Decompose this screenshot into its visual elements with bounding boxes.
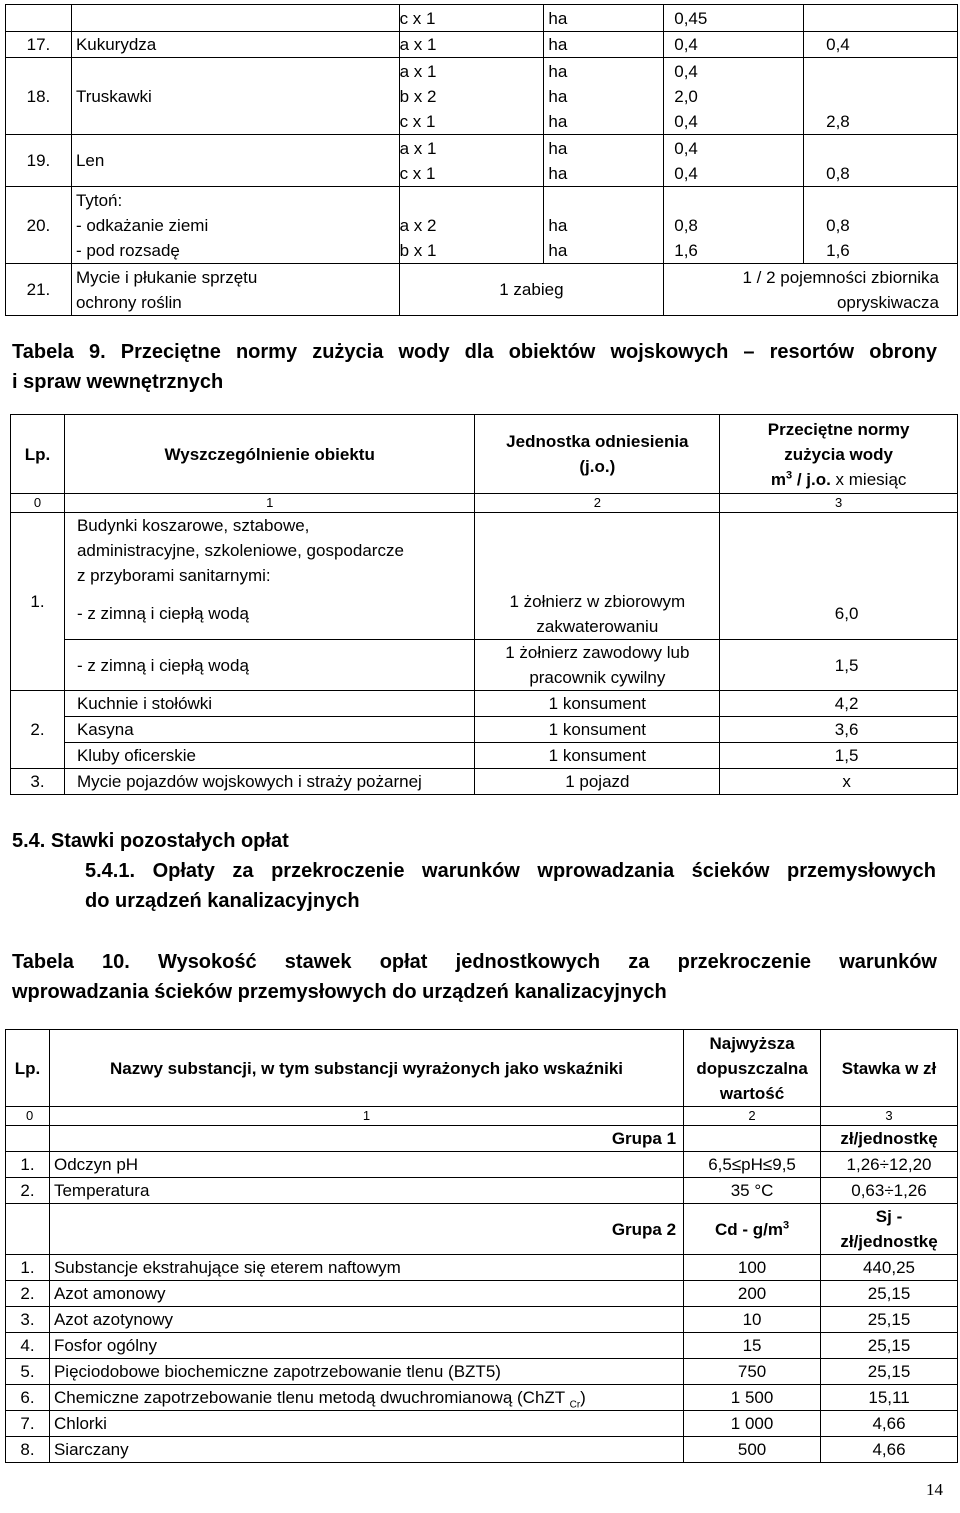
header-norm-line: $m^3 / j.o$. x miesiąc (770, 468, 907, 489)
table-row (6, 264, 958, 316)
value-line: 0,4 (674, 138, 698, 158)
name-cell: Azot amonowy (49, 1281, 683, 1307)
header-row (6, 1030, 958, 1107)
unit-line: zakwaterowaniu (536, 616, 659, 636)
lp-cell: 2. (11, 691, 65, 769)
table-row (6, 1359, 958, 1385)
header-rate: Stawka w zł (821, 1030, 958, 1107)
max-cell: 1 500 (684, 1385, 821, 1411)
max-cell: 100 (684, 1255, 821, 1281)
table-row (6, 58, 958, 135)
unit-label-line: ha (548, 86, 568, 106)
table-row (11, 717, 958, 743)
group-row (6, 1204, 958, 1255)
table-row (6, 32, 958, 58)
table-row (6, 1411, 958, 1437)
rate-cell: 25,15 (821, 1333, 958, 1359)
name-cell: Chemiczne zapotrzebowanie tlenu metodą dwuchromianową (ChZT $_{Cr}$) (49, 1385, 683, 1411)
name-line: - pod rozsadę (75, 240, 180, 260)
col-number: 3 (821, 1107, 958, 1126)
lp-cell: 19. (6, 135, 72, 187)
max-cell: 200 (684, 1281, 821, 1307)
header-name: Nazwy substancji, w tym substancji wyrażonych jako wskaźniki (49, 1030, 683, 1107)
lp-cell: 2. (6, 1281, 50, 1307)
name-cell: Pięciodobowe biochemiczne zapotrzebowanie tlenu (BZT5) (49, 1359, 683, 1385)
unit-line: a x 2 (399, 216, 437, 235)
header-max-line: wartość (719, 1083, 785, 1103)
unit-cell: 1 konsument (475, 691, 720, 717)
rate-cell: 4,66 (821, 1437, 958, 1463)
value-cell: 6,0 (720, 589, 958, 640)
lp-cell: 1. (6, 1152, 50, 1178)
name-cell: Kuchnie i stołówki (64, 691, 474, 717)
group-row (6, 1126, 958, 1152)
col-number: 1 (64, 494, 474, 513)
max-cell: 750 (684, 1359, 821, 1385)
table-row (11, 743, 958, 769)
lp-cell: 21. (6, 264, 72, 316)
value-cell: 1,5 (720, 640, 958, 691)
table9-title-line2: i spraw wewnętrznych (12, 371, 224, 393)
name-cell: Truskawki (71, 58, 399, 135)
unit-cell: c x 1 (399, 5, 544, 32)
name-line: ochrony roślin (75, 292, 182, 312)
header-name: Wyszczególnienie obiektu (64, 415, 474, 494)
value-line: 2,0 (674, 86, 698, 106)
group-label: Grupa 1 (49, 1126, 683, 1152)
unit-line: c x 1 (399, 163, 436, 183)
unit-line: b x 2 (399, 86, 437, 106)
col-number: 1 (49, 1107, 683, 1126)
group-max-unit: Cd - $g/m^3$ (684, 1204, 821, 1255)
lp-cell: 3. (11, 769, 65, 795)
max-cell: 500 (684, 1437, 821, 1463)
table-row (6, 1255, 958, 1281)
header-lp: Lp. (11, 415, 65, 494)
table10-title-line2: wprowadzania ścieków przemysłowych do urządzeń kanalizacyjnych (12, 981, 667, 1003)
military-water-table (10, 414, 958, 795)
unit-line: pracownik cywilny (529, 668, 666, 687)
unit-label-cell: ha (544, 32, 664, 58)
unit-label-line: ha (548, 163, 568, 183)
unit-line: a x 1 (399, 138, 437, 158)
value-line: 0,4 (674, 163, 698, 183)
total-cell: 2,8 (804, 58, 958, 135)
unit-cell: 1 konsument (475, 717, 720, 743)
lp-cell: 18. (6, 58, 72, 135)
lp-cell: 17. (6, 32, 72, 58)
intro-line: z przyborami sanitarnymi: (76, 566, 271, 586)
header-max-line: dopuszczalna (696, 1058, 808, 1078)
max-cell: 1 000 (684, 1411, 821, 1437)
name-cell: Kluby oficerskie (64, 743, 474, 769)
table-row (11, 769, 958, 795)
unit-label-cell: ha (544, 5, 664, 32)
unit-line: 1 żołnierz zawodowy lub (505, 643, 690, 662)
unit-line: b x 1 (399, 241, 437, 260)
total-cell: 0,4 (804, 32, 958, 58)
lp-cell: 4. (6, 1333, 50, 1359)
lp-cell: 1. (6, 1255, 50, 1281)
rate-cell: 0,63÷1,26 (821, 1178, 958, 1204)
table-row (6, 1178, 958, 1204)
crop-water-table (5, 4, 958, 316)
max-cell: 6,5≤pH≤9,5 (684, 1152, 821, 1178)
unit-label-line: ha (548, 216, 568, 235)
lp-cell: 20. (6, 187, 72, 264)
unit-cell: 1 zabieg (399, 264, 664, 316)
value-cell: 4,2 (720, 691, 958, 717)
intro-line: administracyjne, szkoleniowe, gospodarcze (76, 541, 404, 561)
value-cell: 0,4 (664, 32, 804, 58)
group-unit: zł/jednostkę (821, 1126, 958, 1152)
header-norm-line: zużycia wody (784, 444, 893, 464)
rate-cell: 440,25 (821, 1255, 958, 1281)
rate-cell: 25,15 (821, 1307, 958, 1333)
table-row (6, 1437, 958, 1463)
group-label: Grupa 2 (49, 1204, 683, 1255)
table-row (6, 1152, 958, 1178)
unit-line: c x 1 (399, 111, 436, 131)
table-row (6, 1307, 958, 1333)
name-cell: Temperatura (49, 1178, 683, 1204)
max-cell: 10 (684, 1307, 821, 1333)
col-number: 3 (720, 494, 958, 513)
name-cell: Azot azotynowy (49, 1307, 683, 1333)
table-row (6, 1333, 958, 1359)
col-number: 2 (475, 494, 720, 513)
subsection-heading-line2: do urządzeń kanalizacyjnych (85, 890, 360, 912)
rate-cell: 25,15 (821, 1359, 958, 1385)
table-row (11, 513, 958, 589)
col-number: 0 (11, 494, 65, 513)
rate-cell: 4,66 (821, 1411, 958, 1437)
unit-label-line: ha (548, 111, 568, 131)
name-cell: Siarczany (49, 1437, 683, 1463)
value-cell: 3,6 (720, 717, 958, 743)
header-max-line: Najwyższa (709, 1033, 795, 1053)
table10-title: Tabela 10. Wysokość stawek opłat jednostkowych za przekroczenie warunków (12, 951, 937, 973)
table-row (6, 187, 958, 264)
name-cell: - z zimną i ciepłą wodą (64, 589, 474, 640)
column-number-row (11, 494, 958, 513)
name-cell: Chlorki (49, 1411, 683, 1437)
col-number: 2 (684, 1107, 821, 1126)
table-row (6, 5, 958, 32)
header-norm-line: Przeciętne normy (767, 419, 910, 439)
value-cell: x (720, 769, 958, 795)
name-cell: Kasyna (64, 717, 474, 743)
value-line: opryskiwacza (836, 292, 939, 312)
table-row (6, 1385, 958, 1411)
max-cell: 15 (684, 1333, 821, 1359)
wastewater-rates-table (5, 1029, 958, 1463)
max-cell: 35 °C (684, 1178, 821, 1204)
name-cell: Kukurydza (71, 32, 399, 58)
unit-label-line: ha (548, 241, 568, 260)
value-line: 1,6 (674, 241, 698, 260)
name-line: Tytoń: (75, 190, 123, 210)
total-line: 1,6 (826, 241, 850, 260)
name-cell: Fosfor ogólny (49, 1333, 683, 1359)
unit-cell: a x 1 (399, 32, 544, 58)
col-number: 0 (6, 1107, 50, 1126)
rate-cell: 1,26÷12,20 (821, 1152, 958, 1178)
value-line: 0,4 (674, 61, 698, 81)
intro-line: Budynki koszarowe, sztabowe, (76, 516, 310, 536)
value-cell: 1,5 (720, 743, 958, 769)
column-number-row (6, 1107, 958, 1126)
table-row (11, 589, 958, 640)
rate-cell: 15,11 (821, 1385, 958, 1411)
rate-cell: 25,15 (821, 1281, 958, 1307)
name-cell: Mycie pojazdów wojskowych i straży pożarnej (64, 769, 474, 795)
value-cell: 0,45 (664, 5, 804, 32)
unit-label-line: ha (548, 138, 568, 158)
header-row (11, 415, 958, 494)
name-cell: Substancje ekstrahujące się eterem naftowym (49, 1255, 683, 1281)
unit-label-line: ha (548, 61, 568, 81)
name-cell: Len (71, 135, 399, 187)
name-cell: - z zimną i ciepłą wodą (64, 640, 474, 691)
name-line: - odkażanie ziemi (75, 215, 209, 235)
table9-title: Tabela 9. Przeciętne normy zużycia wody dla obiektów wojskowych – resortów obrony (12, 341, 937, 363)
header-unit: Jednostka odniesienia (j.o.) (475, 415, 720, 494)
value-line: 0,8 (674, 216, 698, 235)
lp-cell: 7. (6, 1411, 50, 1437)
table-row (6, 1281, 958, 1307)
table-row (11, 640, 958, 691)
section-heading: 5.4. Stawki pozostałych opłat (12, 830, 289, 852)
lp-cell: 5. (6, 1359, 50, 1385)
name-cell: Odczyn pH (49, 1152, 683, 1178)
value-line: 1 / 2 pojemności zbiornika (742, 267, 939, 287)
unit-cell: 1 pojazd (475, 769, 720, 795)
lp-cell: 8. (6, 1437, 50, 1463)
lp-cell: 6. (6, 1385, 50, 1411)
lp-cell: 3. (6, 1307, 50, 1333)
lp-cell: 2. (6, 1178, 50, 1204)
subsection-heading: 5.4.1. Opłaty za przekroczenie warunków wprowadzania ścieków przemysłowych (85, 860, 936, 882)
group-rate-unit: Sj - zł/jednostkę (821, 1204, 958, 1255)
name-line: Mycie i płukanie sprzętu (75, 267, 258, 287)
value-line: 0,4 (674, 111, 698, 131)
total-cell: 0,8 (804, 135, 958, 187)
table-row (11, 691, 958, 717)
total-line: 0,8 (826, 216, 850, 235)
unit-cell: 1 konsument (475, 743, 720, 769)
header-lp: Lp. (6, 1030, 50, 1107)
unit-line: 1 żołnierz w zbiorowym (509, 591, 686, 611)
page-number: 14 (926, 1480, 943, 1499)
unit-line: a x 1 (399, 61, 437, 81)
table-row (6, 135, 958, 187)
lp-cell: 1. (11, 513, 65, 691)
